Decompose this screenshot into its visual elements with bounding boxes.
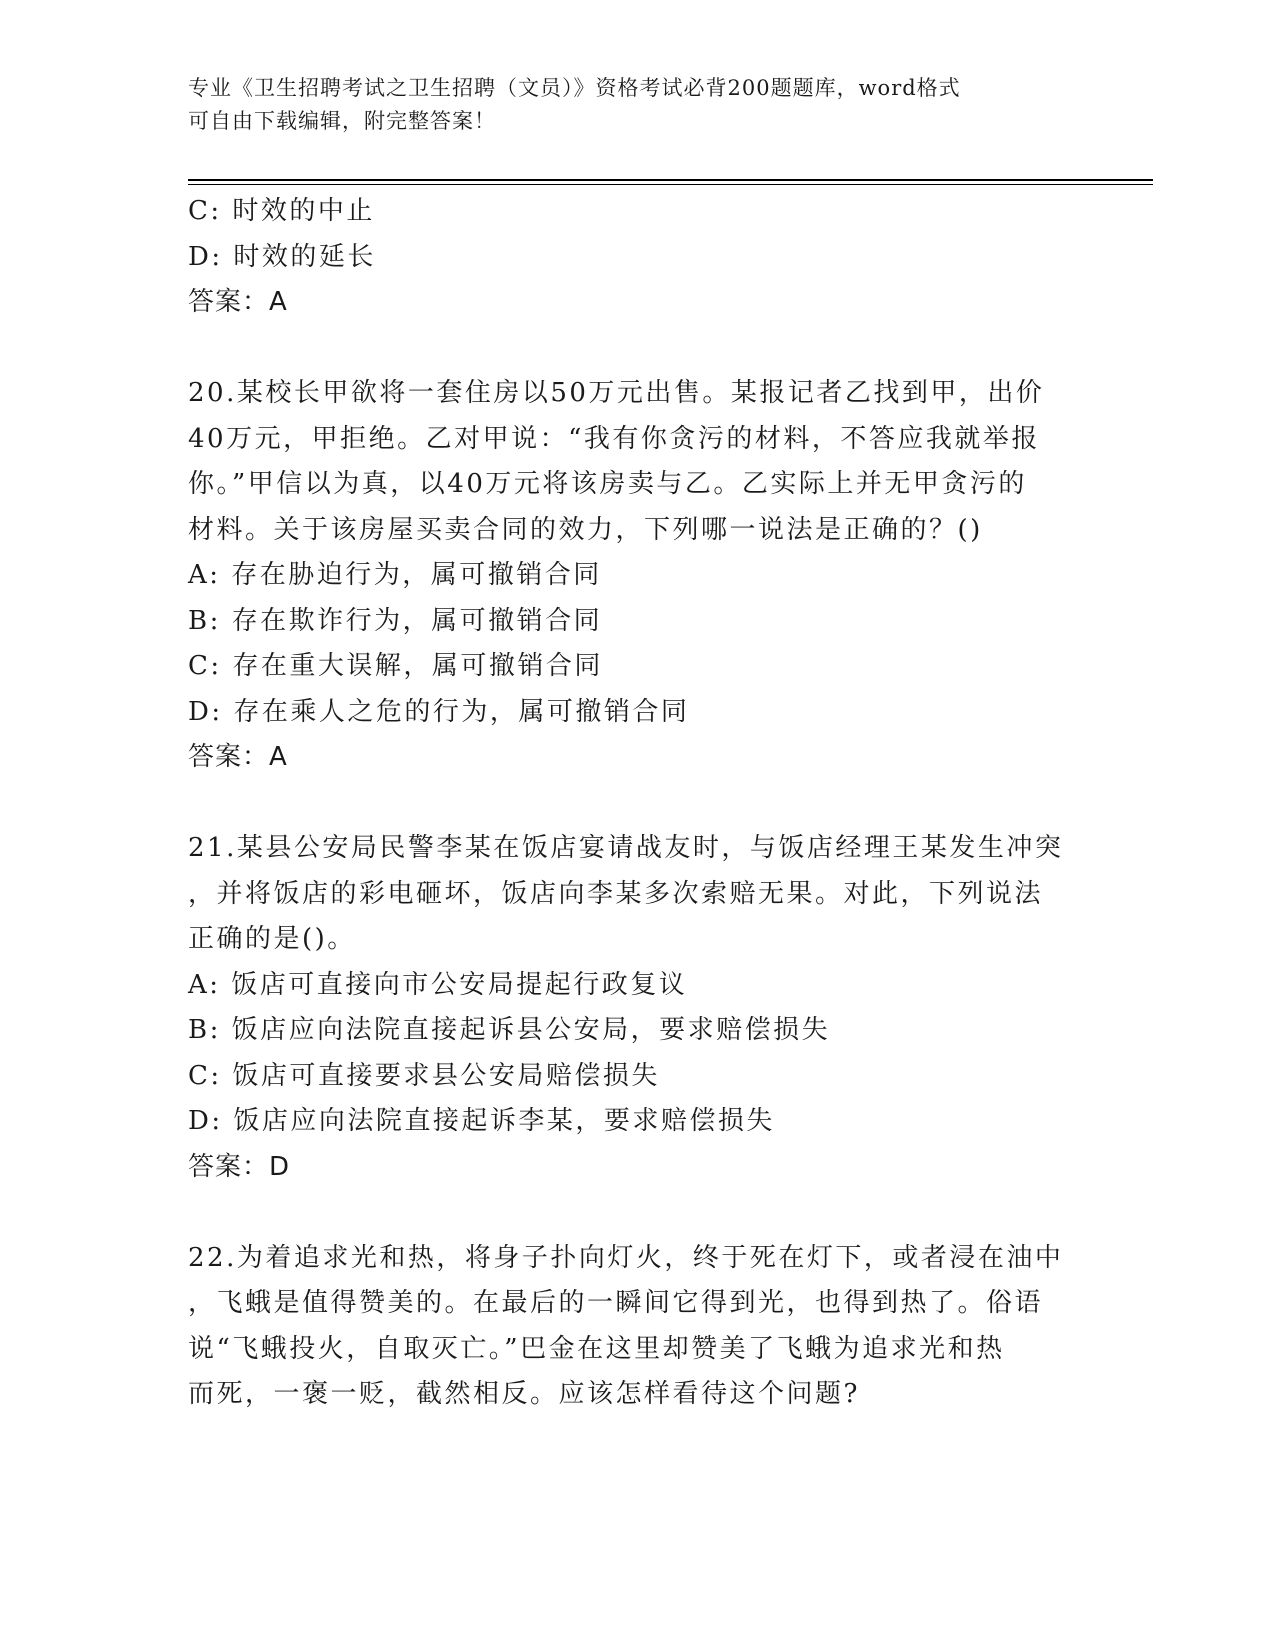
option-d: D: 饭店应向法院直接起诉李某，要求赔偿损失 (188, 1106, 775, 1136)
spacer (188, 326, 1088, 372)
question-stem-line: ，并将饭店的彩电砸坏，饭店向李某多次索赔无果。对此，下列说法 (188, 878, 1044, 909)
question-stem-line: 而死，一褒一贬，截然相反。应该怎样看待这个问题? (188, 1379, 860, 1409)
option-a: A: 存在胁迫行为，属可撤销合同 (188, 560, 602, 590)
question-20 (188, 371, 1088, 781)
question-stem-line: 说“飞蛾投火，自取灭亡。”巴金在这里却赞美了飞蛾为追求光和热 (188, 1333, 1005, 1364)
question-stem-line: ，飞蛾是值得赞美的。在最后的一瞬间它得到光，也得到热了。俗语 (188, 1288, 1044, 1318)
option-c: C: 时效的中止 (188, 196, 375, 226)
question-stem-line: 21.某县公安局民警李某在饭店宴请战友时，与饭店经理王某发生冲突 (188, 833, 1064, 863)
question-stem-line: 你。”甲信以为真，以40万元将该房卖与乙。乙实际上并无甲贪污的 (188, 469, 1027, 499)
spacer (188, 1190, 1088, 1236)
answer-line: 答案：D (188, 1151, 291, 1182)
header-line-1: 专业《卫生招聘考试之卫生招聘（文员）》资格考试必背200题题库，word格式 (188, 76, 961, 100)
option-c: C: 存在重大误解，属可撤销合同 (188, 651, 603, 681)
header-line-2: 可自由下载编辑，附完整答案！ (188, 109, 496, 133)
question-21 (188, 826, 1088, 1190)
answer-line: 答案：A (188, 742, 288, 772)
header-divider-thin (188, 184, 1153, 185)
answer-line: 答案：A (188, 287, 288, 317)
question-stem-line: 正确的是()。 (188, 924, 356, 954)
question-22 (188, 1236, 1088, 1418)
question-stem-line: 40万元，甲拒绝。乙对甲说：“我有你贪污的材料，不答应我就举报 (188, 423, 1040, 454)
document-body (188, 189, 1088, 1418)
question-stem-line: 20.某校长甲欲将一套住房以50万元出售。某报记者乙找到甲，出价 (188, 378, 1045, 408)
previous-question-tail (188, 189, 1088, 326)
option-d: D: 存在乘人之危的行为，属可撤销合同 (188, 696, 690, 727)
option-c: C: 饭店可直接要求县公安局赔偿损失 (188, 1060, 660, 1091)
spacer (188, 781, 1088, 827)
option-b: B: 存在欺诈行为，属可撤销合同 (188, 605, 603, 636)
header-divider-thick (188, 179, 1153, 181)
question-stem-line: 22.为着追求光和热，将身子扑向灯火，终于死在灯下，或者浸在油中 (188, 1242, 1064, 1273)
question-stem-line: 材料。关于该房屋买卖合同的效力，下列哪一说法是正确的？() (188, 514, 983, 545)
option-b: B: 饭店应向法院直接起诉县公安局，要求赔偿损失 (188, 1015, 831, 1045)
document-header (188, 72, 1068, 138)
option-d: D: 时效的延长 (188, 241, 376, 272)
option-a: A: 饭店可直接向市公安局提起行政复议 (188, 969, 688, 1000)
